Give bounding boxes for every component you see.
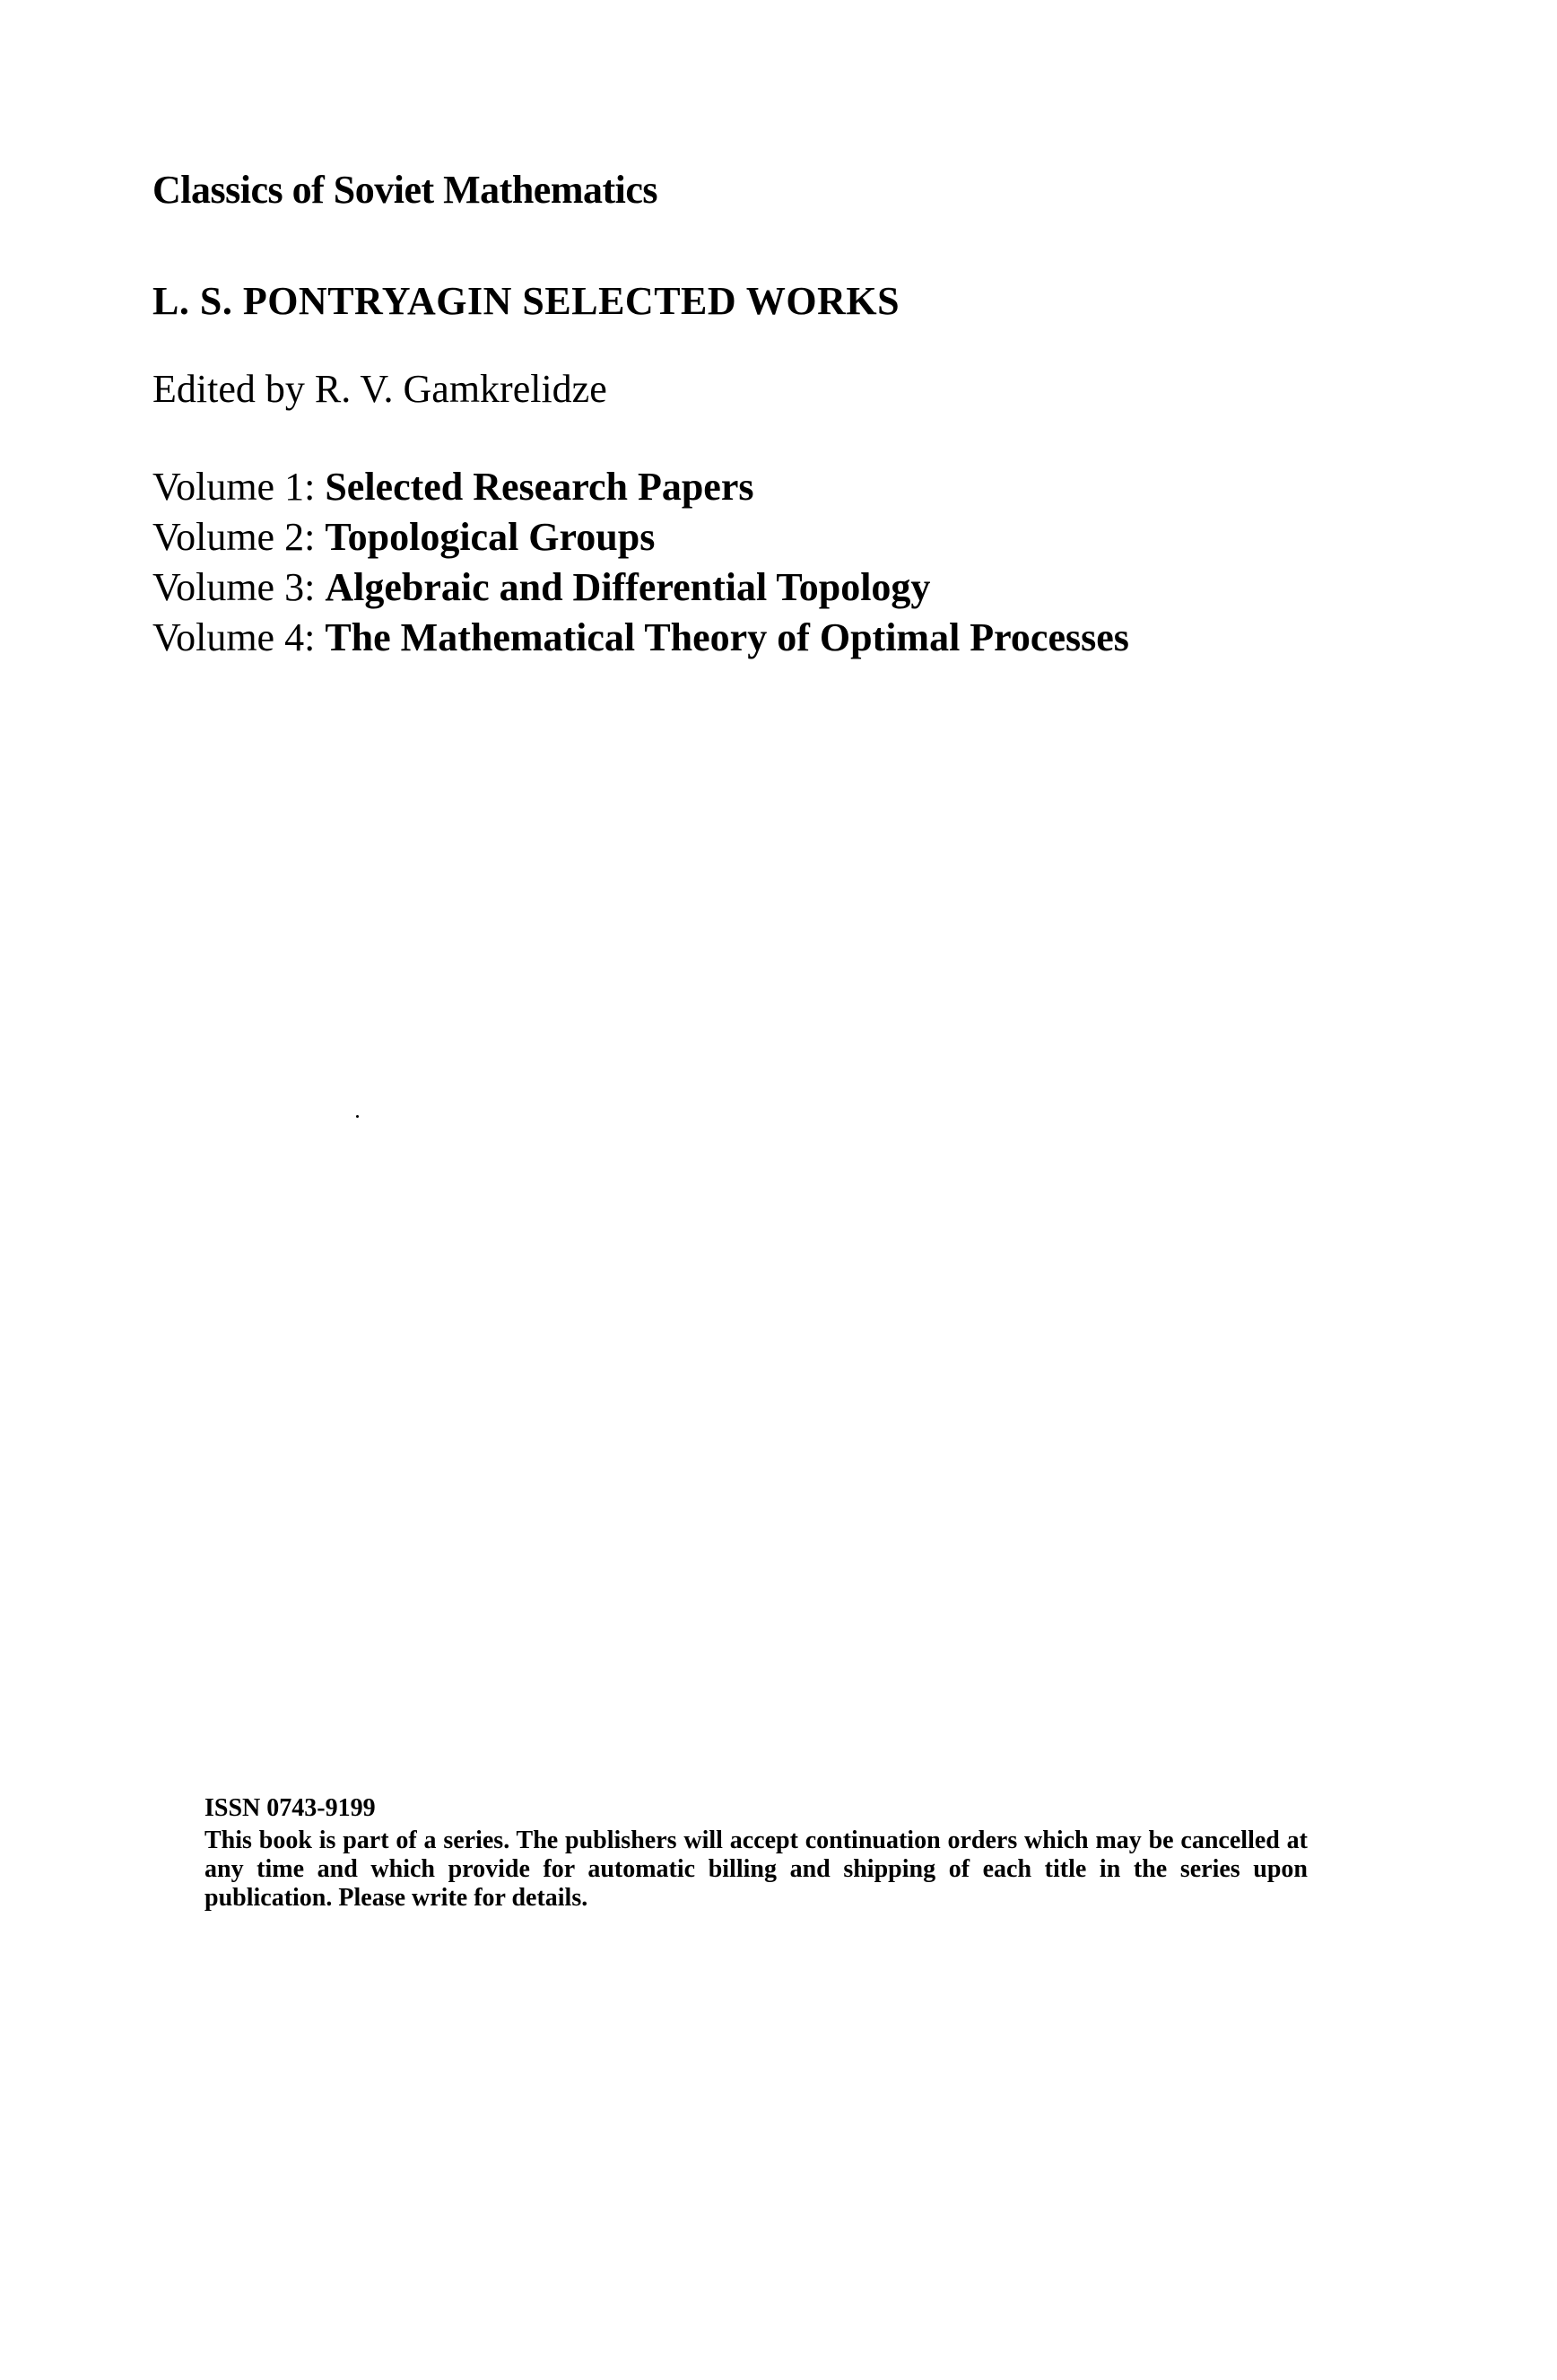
volume-list: [152, 462, 1129, 663]
volume-title: Algebraic and Differential Topology: [325, 565, 931, 609]
volume-title: The Mathematical Theory of Optimal Processes: [325, 615, 1129, 659]
volume-item-3: [152, 562, 1129, 613]
volume-number: Volume 3:: [152, 565, 316, 609]
volume-number: Volume 4:: [152, 615, 316, 659]
issn-line: ISSN 0743-9199: [204, 1794, 376, 1822]
volume-title: Topological Groups: [325, 515, 656, 559]
series-note: This book is part of a series. The publishers will accept continuation orders which may be cancelled at any time and which provide for automatic billing and shipping of each title in the series upon publication. Please write for details.: [204, 1826, 1308, 1912]
volume-item-2: [152, 512, 1129, 562]
volume-title: Selected Research Papers: [325, 465, 754, 509]
editor-credit: Edited by R. V. Gamkrelidze: [152, 367, 607, 411]
volume-number: Volume 1:: [152, 465, 316, 509]
volume-item-1: [152, 462, 1129, 512]
volume-number: Volume 2:: [152, 515, 316, 559]
volume-item-4: [152, 613, 1129, 663]
series-title: Classics of Soviet Mathematics: [152, 168, 658, 212]
work-title: L. S. PONTRYAGIN SELECTED WORKS: [152, 279, 900, 323]
scan-speck: [356, 1115, 359, 1118]
